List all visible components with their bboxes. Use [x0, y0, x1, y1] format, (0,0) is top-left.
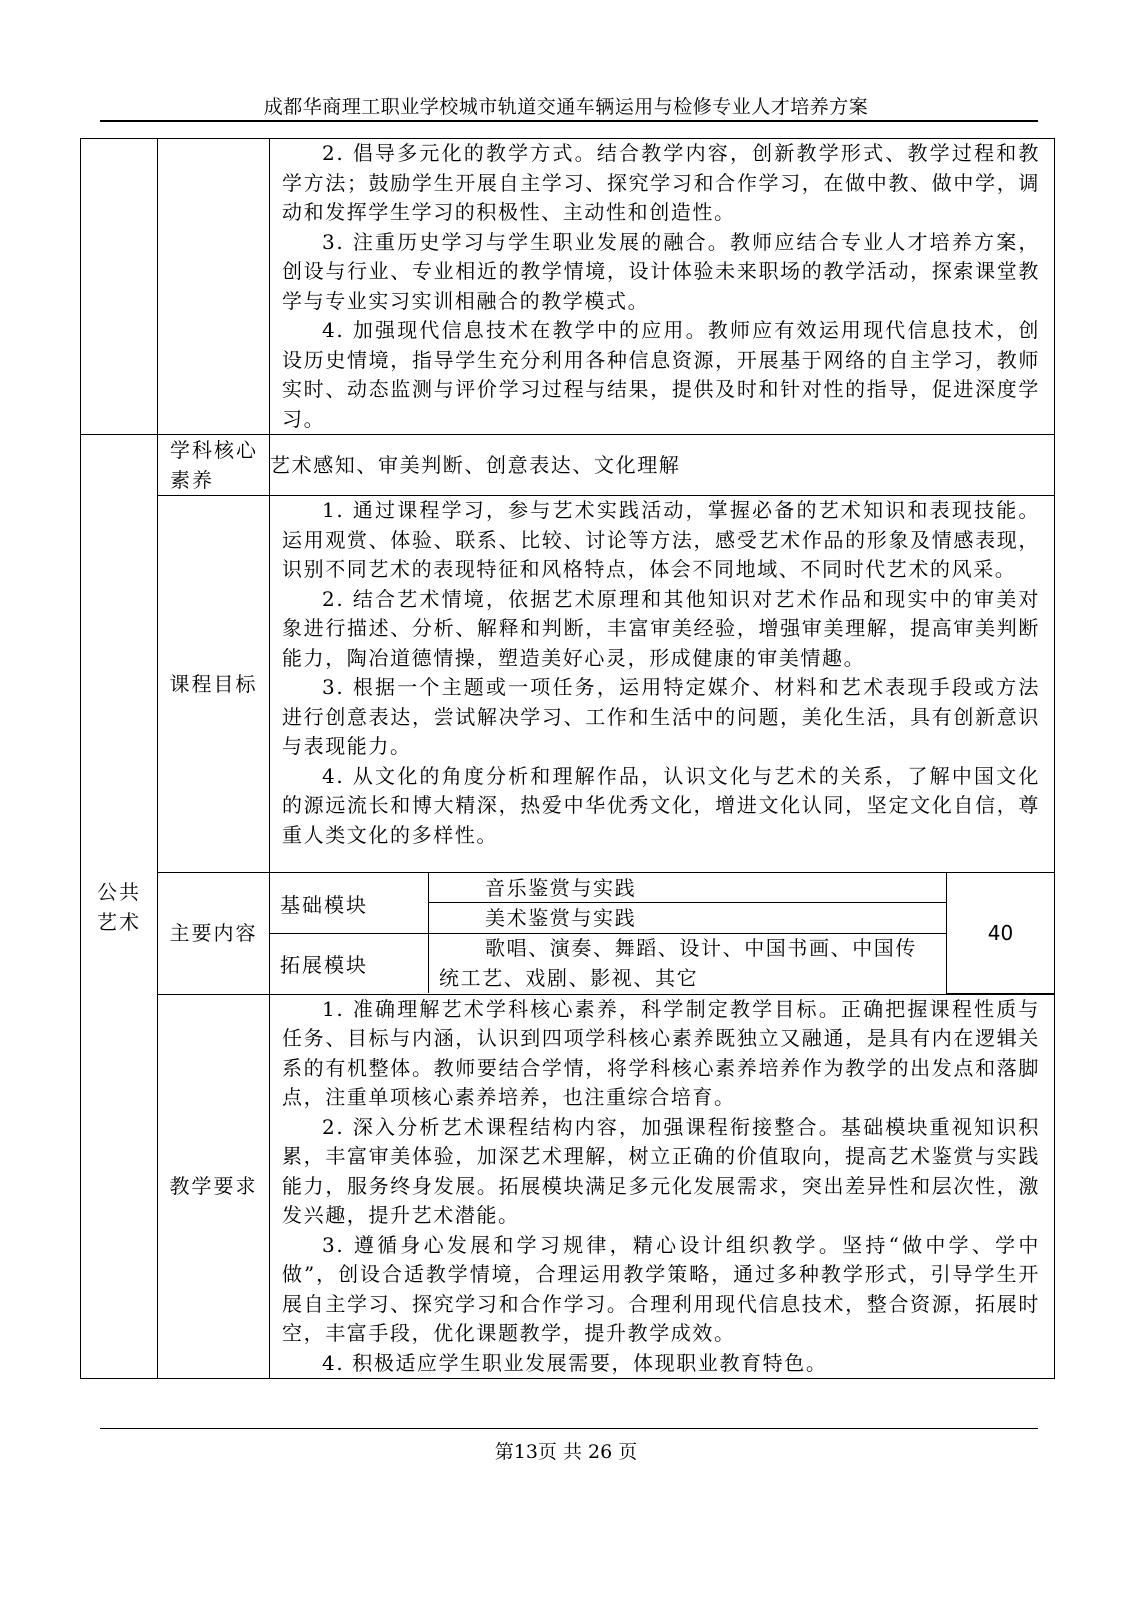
basic-item-art: 美术鉴赏与实践 — [485, 906, 637, 931]
req-paragraph: 3. 遵循身心发展和学习规律，精心设计组织教学。坚持“做中学、学中做”，创设合适教学情境，合理运用教学策略，通过多种教学形式，引导学生开展自主学习、探究学习和合作学习。合理利用现代信息技术，整合资源，拓展时空，丰富手段，优化课题教学，提升教学成效。 — [282, 1232, 1040, 1345]
goal-paragraph: 3. 根据一个主题或一项任务，运用特定媒介、材料和艺术表现手段或方法进行创意表达，尝试解决学习、工作和生活中的问题，美化生活，具有创新意识与表现能力。 — [282, 675, 1040, 758]
page-header-title: 成都华商理工职业学校城市轨道交通车辆运用与检修专业人才培养方案 — [263, 96, 869, 118]
req-content-cell — [270, 994, 1055, 1379]
course-name-cell — [81, 435, 158, 1379]
goals-content-cell — [270, 496, 1055, 873]
core-text: 艺术感知、审美判断、创意表达、文化理解 — [270, 453, 681, 477]
content-label-cell — [158, 873, 270, 995]
ext-module-label: 拓展模块 — [280, 953, 368, 977]
req-label-cell — [158, 994, 270, 1379]
ext-module-items-cell — [429, 934, 947, 994]
header-rule — [100, 120, 1038, 122]
core-text-cell — [270, 435, 1055, 496]
modules-table — [270, 873, 1054, 994]
req-paragraph: 2. 深入分析艺术课程结构内容，加强课程衔接整合。基础模块重视知识积累，丰富审美体验，加深艺术理解，树立正确的价值取向，提高艺术鉴赏与实践能力，服务终身发展。拓展模块满足多元化发展需求，突出差异性和层次性，激发兴趣，提升艺术潜能。 — [282, 1114, 1040, 1227]
table-row-core — [81, 435, 1055, 496]
core-label: 学科核心素养 — [170, 438, 258, 492]
table-row-goals — [81, 496, 1055, 873]
core-label-cell — [158, 435, 270, 496]
course-name-line1: 公共 — [97, 879, 141, 904]
goal-paragraph: 1. 通过课程学习，参与艺术实践活动，掌握必备的艺术知识和表现技能。运用观赏、体验、联系、比较、讨论等方法，感受艺术作品的形象及情感表现，识别不同艺术的表现特征和风格特点，体会不同地域、不同时代艺术的风采。 — [282, 498, 1040, 581]
content-label: 主要内容 — [169, 921, 258, 946]
footer-rule — [100, 1428, 1038, 1429]
basic-module-label: 基础模块 — [280, 892, 368, 917]
hours-value: 40 — [987, 920, 1014, 945]
curriculum-table — [80, 138, 1055, 1379]
hours-cell — [947, 873, 1055, 993]
basic-item-music: 音乐鉴赏与实践 — [485, 875, 637, 900]
goals-label-cell — [158, 496, 270, 873]
goal-paragraph: 2. 结合艺术情境，依据艺术原理和其他知识对艺术作品和现实中的审美对象进行描述、分析、解释和判断，丰富审美经验，增强审美理解，提高审美判断能力，陶冶道德情操，塑造美好心灵，形成健康的审美情趣。 — [282, 586, 1040, 670]
table-row-continued — [81, 139, 1055, 435]
continued-requirements-cell — [270, 139, 1055, 435]
paragraph: 3. 注重历史学习与学生职业发展的融合。教师应结合专业人才培养方案，创设与行业、专业相近的教学情境，设计体验未来职场的教学活动，探索课堂教学与专业实习实训相融合的教学模式。 — [282, 229, 1040, 313]
paragraph: 4. 加强现代信息技术在教学中的应用。教师应有效运用现代信息技术，创设历史情境，指导学生充分利用各种信息资源，开展基于网络的自主学习，教师实时、动态监测与评价学习过程与结果，提供及时和针对性的指导，促进深度学习。 — [282, 318, 1040, 431]
ext-module-label-cell — [270, 934, 429, 994]
req-paragraph: 1. 准确理解艺术学科核心素养，科学制定教学目标。正确把握课程性质与任务、目标与内涵，认识到四项学科核心素养既独立又融通，是具有内在逻辑关系的有机整体。教师要结合学情，将学科核心素养培养作为教学的出发点和落脚点，注重单项核心素养培养，也注重综合培育。 — [282, 996, 1040, 1109]
basic-module-item — [429, 903, 947, 934]
req-label: 教学要求 — [169, 1174, 258, 1199]
paragraph: 2. 倡导多元化的教学方式。结合教学内容，创新教学形式、教学过程和教学方法；鼓励学生开展自主学习、探究学习和合作学习，在做中教、做中学，调动和发挥学生学习的积极性、主动性和创造性。 — [282, 141, 1040, 224]
empty-name-cell — [81, 139, 158, 435]
table-row-content — [81, 873, 1055, 995]
empty-label-cell — [158, 139, 270, 435]
modules-cell — [270, 873, 1055, 995]
goal-paragraph: 4. 从文化的角度分析和理解作品，认识文化与艺术的关系，了解中国文化的源远流长和博大精深，热爱中华优秀文化，增进文化认同，坚定文化自信，尊重人类文化的多样性。 — [282, 763, 1040, 847]
course-name-line2: 艺术 — [97, 909, 141, 934]
table-row-requirements — [81, 994, 1055, 1379]
page-number: 第13页 共 26 页 — [494, 1441, 638, 1463]
basic-module-item — [429, 873, 947, 903]
ext-module-items: 歌唱、演奏、舞蹈、设计、中国书画、中国传统工艺、戏剧、影视、其它 — [439, 936, 917, 990]
goals-label: 课程目标 — [169, 672, 258, 696]
basic-module-label-cell — [270, 873, 429, 934]
req-paragraph: 4. 积极适应学生职业发展需要，体现职业教育特色。 — [322, 1350, 828, 1375]
